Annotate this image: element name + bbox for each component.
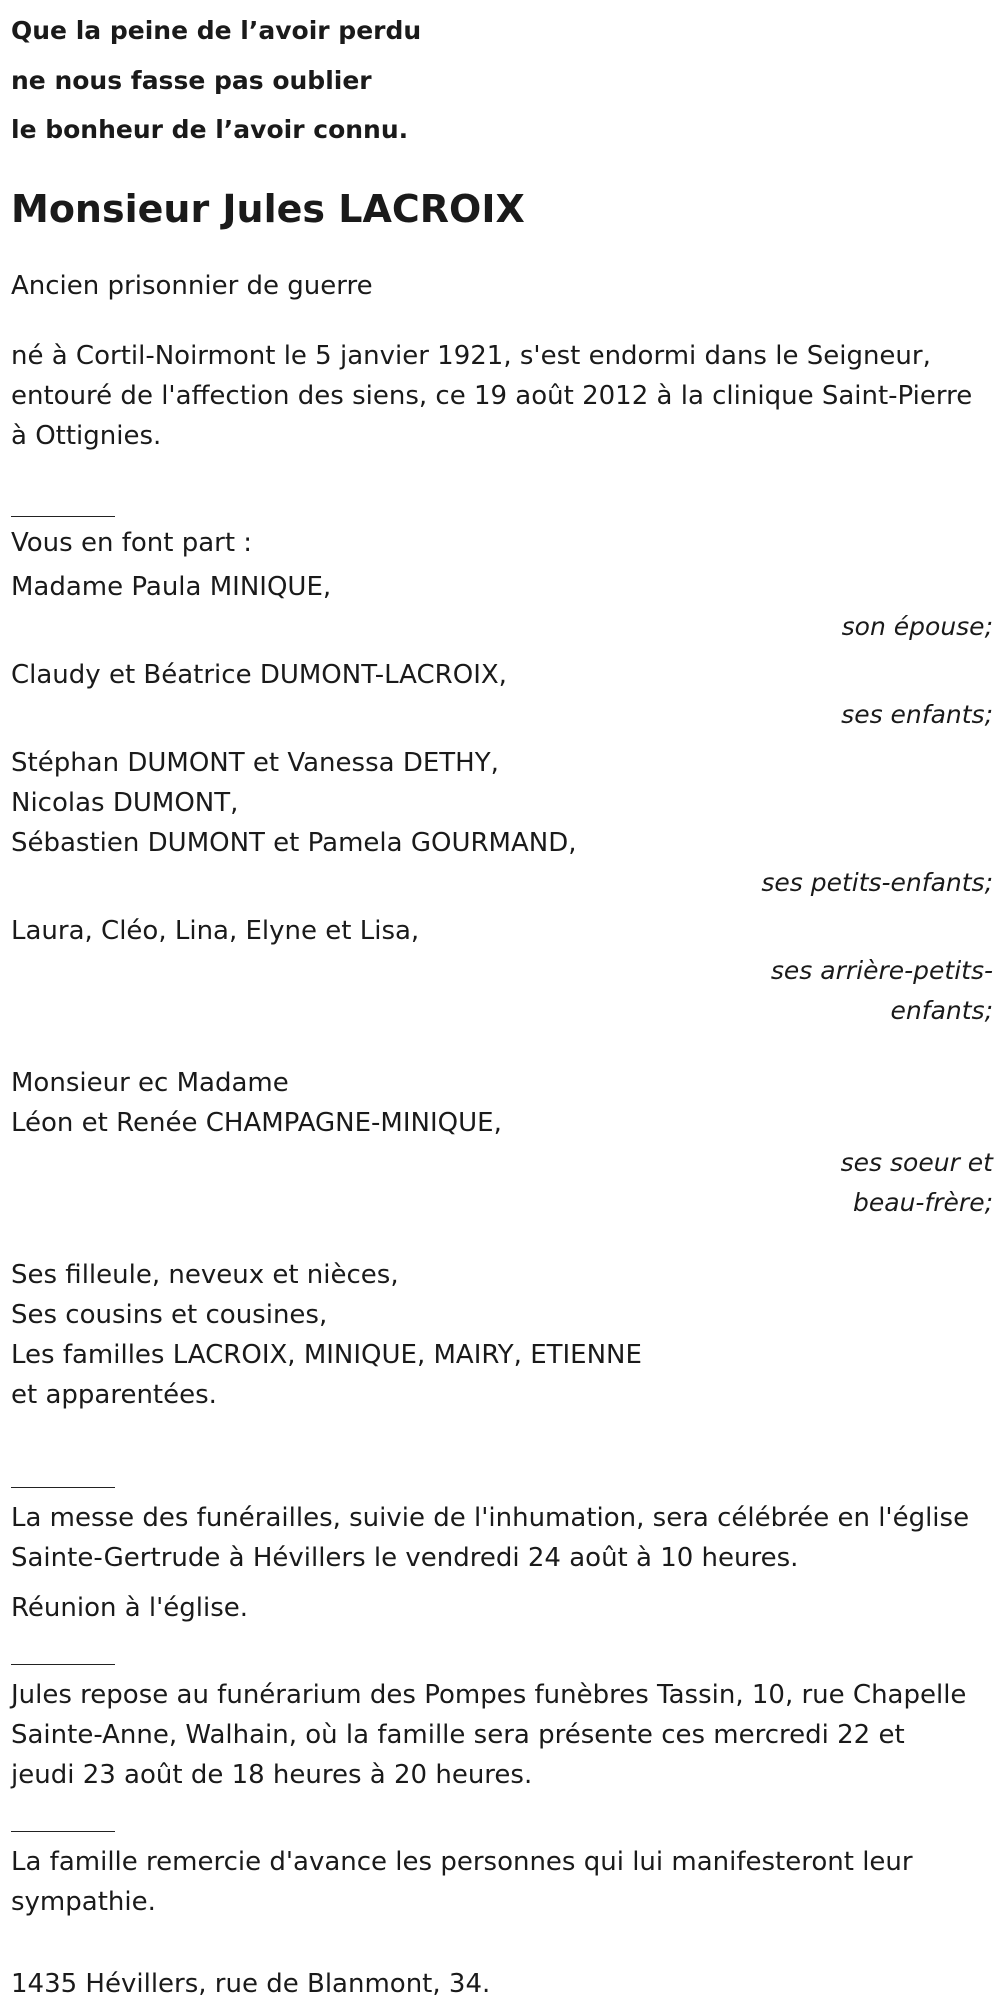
family-member-line: Les familles LACROIX, MINIQUE, MAIRY, ETIENNE bbox=[11, 1339, 642, 1370]
announcement-intro: Vous en font part : bbox=[11, 527, 253, 558]
family-role-line: enfants; bbox=[890, 995, 993, 1025]
quote-line: le bonheur de l’avoir connu. bbox=[11, 115, 409, 144]
separator-line bbox=[11, 1664, 115, 1665]
deceased-title: Ancien prisonnier de guerre bbox=[11, 270, 373, 301]
thanks-info bbox=[11, 1842, 993, 1922]
family-group-great-grandchildren bbox=[11, 911, 993, 1031]
family-role-line: beau-frère; bbox=[853, 1187, 993, 1217]
family-role bbox=[11, 1143, 993, 1223]
visitation-line: jeudi 23 août de 18 heures à 20 heures. bbox=[11, 1759, 533, 1790]
family-group-others bbox=[11, 1255, 993, 1415]
visitation-info bbox=[11, 1675, 993, 1795]
family-list bbox=[11, 567, 993, 1415]
family-group-sister bbox=[11, 1063, 993, 1223]
visitation-line: Jules repose au funérarium des Pompes funèbres Tassin, 10, rue Chapelle bbox=[11, 1679, 967, 1710]
funeral-line: Sainte-Gertrude à Hévillers le vendredi 24 août à 10 heures. bbox=[11, 1542, 799, 1573]
thanks-line: La famille remercie d'avance les personnes qui lui manifesteront leur bbox=[11, 1846, 913, 1877]
birth-line: à Ottignies. bbox=[11, 420, 162, 451]
family-member-line: Ses cousins et cousines, bbox=[11, 1299, 328, 1330]
birth-line: entouré de l'affection des siens, ce 19 août 2012 à la clinique Saint-Pierre bbox=[11, 380, 973, 411]
family-member-line: Claudy et Béatrice DUMONT-LACROIX, bbox=[11, 659, 507, 690]
family-role: son épouse; bbox=[841, 611, 993, 641]
meeting-info: Réunion à l'église. bbox=[11, 1592, 249, 1623]
family-member-line: Stéphan DUMONT et Vanessa DETHY, bbox=[11, 747, 499, 778]
birth-death-info bbox=[11, 336, 993, 456]
family-member-line: et apparentées. bbox=[11, 1379, 217, 1410]
family-group-grandchildren bbox=[11, 743, 993, 903]
separator-line bbox=[11, 1487, 115, 1488]
family-member-line: Ses filleule, neveux et nièces, bbox=[11, 1259, 399, 1290]
family-role: ses enfants; bbox=[841, 699, 993, 729]
separator-line bbox=[11, 1831, 115, 1832]
family-member-line: Léon et Renée CHAMPAGNE-MINIQUE, bbox=[11, 1107, 502, 1138]
family-member-line: Nicolas DUMONT, bbox=[11, 787, 239, 818]
family-group-spouse bbox=[11, 567, 993, 647]
family-address: 1435 Hévillers, rue de Blanmont, 34. bbox=[11, 1968, 491, 1999]
visitation-line: Sainte-Anne, Walhain, où la famille sera présente ces mercredi 22 et bbox=[11, 1719, 905, 1750]
memorial-quote bbox=[11, 0, 993, 155]
funeral-info bbox=[11, 1498, 993, 1578]
family-group-children bbox=[11, 655, 993, 735]
thanks-line: sympathie. bbox=[11, 1886, 156, 1917]
family-member-line: Laura, Cléo, Lina, Elyne et Lisa, bbox=[11, 915, 420, 946]
family-member-line: Monsieur ec Madame bbox=[11, 1067, 289, 1098]
birth-line: né à Cortil-Noirmont le 5 janvier 1921, s'est endormi dans le Seigneur, bbox=[11, 340, 931, 371]
quote-line: ne nous fasse pas oublier bbox=[11, 65, 372, 95]
family-role-line: ses soeur et bbox=[840, 1147, 993, 1177]
deceased-name: Monsieur Jules LACROIX bbox=[11, 186, 525, 231]
family-role: ses petits-enfants; bbox=[761, 867, 993, 897]
quote-line: Que la peine de l’avoir perdu bbox=[11, 16, 422, 45]
obituary-page bbox=[11, 0, 993, 2004]
family-role-line: ses arrière-petits- bbox=[770, 955, 993, 985]
family-member-line: Sébastien DUMONT et Pamela GOURMAND, bbox=[11, 827, 577, 858]
family-role bbox=[11, 951, 993, 1031]
funeral-line: La messe des funérailles, suivie de l'inhumation, sera célébrée en l'église bbox=[11, 1502, 970, 1533]
separator-line bbox=[11, 516, 115, 517]
family-member-line: Madame Paula MINIQUE, bbox=[11, 571, 332, 602]
